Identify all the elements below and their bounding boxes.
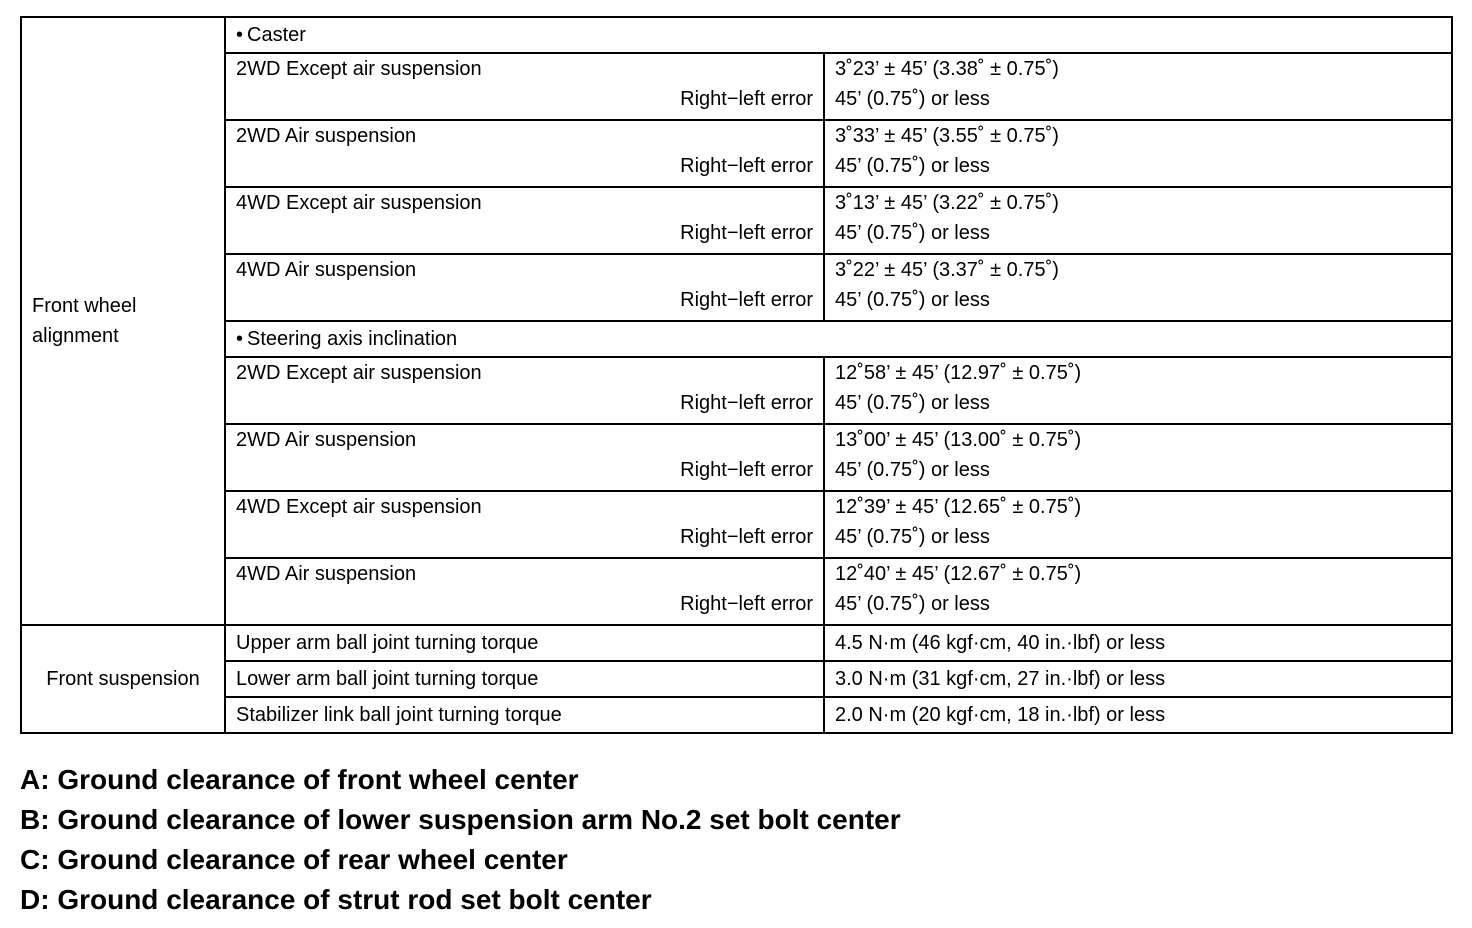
note-b: B: Ground clearance of lower suspension arm No.2 set bolt center: [20, 804, 901, 835]
front-wheel-alignment-label: Front wheel alignment: [21, 17, 225, 625]
spec-item: Lower arm ball joint turning torque: [225, 661, 824, 697]
table-row: [21, 558, 1452, 625]
table-row: [21, 491, 1452, 558]
spec-item: Upper arm ball joint turning torque: [225, 625, 824, 661]
spec-value: 2.0 N·m (20 kgf·cm, 18 in.·lbf) or less: [824, 697, 1452, 733]
spec-value: 4.5 N·m (46 kgf·cm, 40 in.·lbf) or less: [824, 625, 1452, 661]
table-row: [21, 661, 1452, 697]
steering-axis-heading: • Steering axis inclination: [225, 321, 1452, 357]
bullet-icon: •: [236, 24, 244, 46]
legend-notes: [20, 760, 901, 920]
table-row: [21, 254, 1452, 321]
table-row: [21, 625, 1452, 661]
table-row: [21, 424, 1452, 491]
spec-item: 4WD Except air suspension Right−left error: [225, 491, 824, 558]
note-c: C: Ground clearance of rear wheel center: [20, 844, 568, 875]
spec-item: 2WD Air suspension Right−left error: [225, 424, 824, 491]
table-row: [21, 697, 1452, 733]
note-d: D: Ground clearance of strut rod set bolt center: [20, 884, 652, 915]
table-row: [21, 357, 1452, 424]
spec-value: 12˚39’ ± 45’ (12.65˚ ± 0.75˚) 45’ (0.75˚) or less: [824, 491, 1452, 558]
spec-table: [20, 16, 1453, 734]
spec-value: 13˚00’ ± 45’ (13.00˚ ± 0.75˚) 45’ (0.75˚) or less: [824, 424, 1452, 491]
spec-value: 12˚58’ ± 45’ (12.97˚ ± 0.75˚) 45’ (0.75˚) or less: [824, 357, 1452, 424]
spec-item: 2WD Except air suspension Right−left error: [225, 357, 824, 424]
steering-heading-row: [21, 321, 1452, 357]
spec-item: Stabilizer link ball joint turning torque: [225, 697, 824, 733]
spec-item: 4WD Except air suspension Right−left error: [225, 187, 824, 254]
spec-value: 3˚13’ ± 45’ (3.22˚ ± 0.75˚) 45’ (0.75˚) or less: [824, 187, 1452, 254]
caster-heading-row: [21, 17, 1452, 53]
spec-item: 4WD Air suspension Right−left error: [225, 254, 824, 321]
spec-item: 2WD Air suspension Right−left error: [225, 120, 824, 187]
note-a: A: Ground clearance of front wheel center: [20, 764, 579, 795]
spec-value: 3.0 N·m (31 kgf·cm, 27 in.·lbf) or less: [824, 661, 1452, 697]
bullet-icon: •: [236, 328, 244, 350]
spec-value: 3˚23’ ± 45’ (3.38˚ ± 0.75˚) 45’ (0.75˚) or less: [824, 53, 1452, 120]
table-row: [21, 53, 1452, 120]
spec-value: 3˚22’ ± 45’ (3.37˚ ± 0.75˚) 45’ (0.75˚) or less: [824, 254, 1452, 321]
spec-value: 3˚33’ ± 45’ (3.55˚ ± 0.75˚) 45’ (0.75˚) or less: [824, 120, 1452, 187]
spec-item: 2WD Except air suspension Right−left error: [225, 53, 824, 120]
table-row: [21, 120, 1452, 187]
table-row: [21, 187, 1452, 254]
front-suspension-label: Front suspension: [21, 625, 225, 733]
spec-item: 4WD Air suspension Right−left error: [225, 558, 824, 625]
caster-heading: • Caster: [225, 17, 1452, 53]
spec-value: 12˚40’ ± 45’ (12.67˚ ± 0.75˚) 45’ (0.75˚) or less: [824, 558, 1452, 625]
